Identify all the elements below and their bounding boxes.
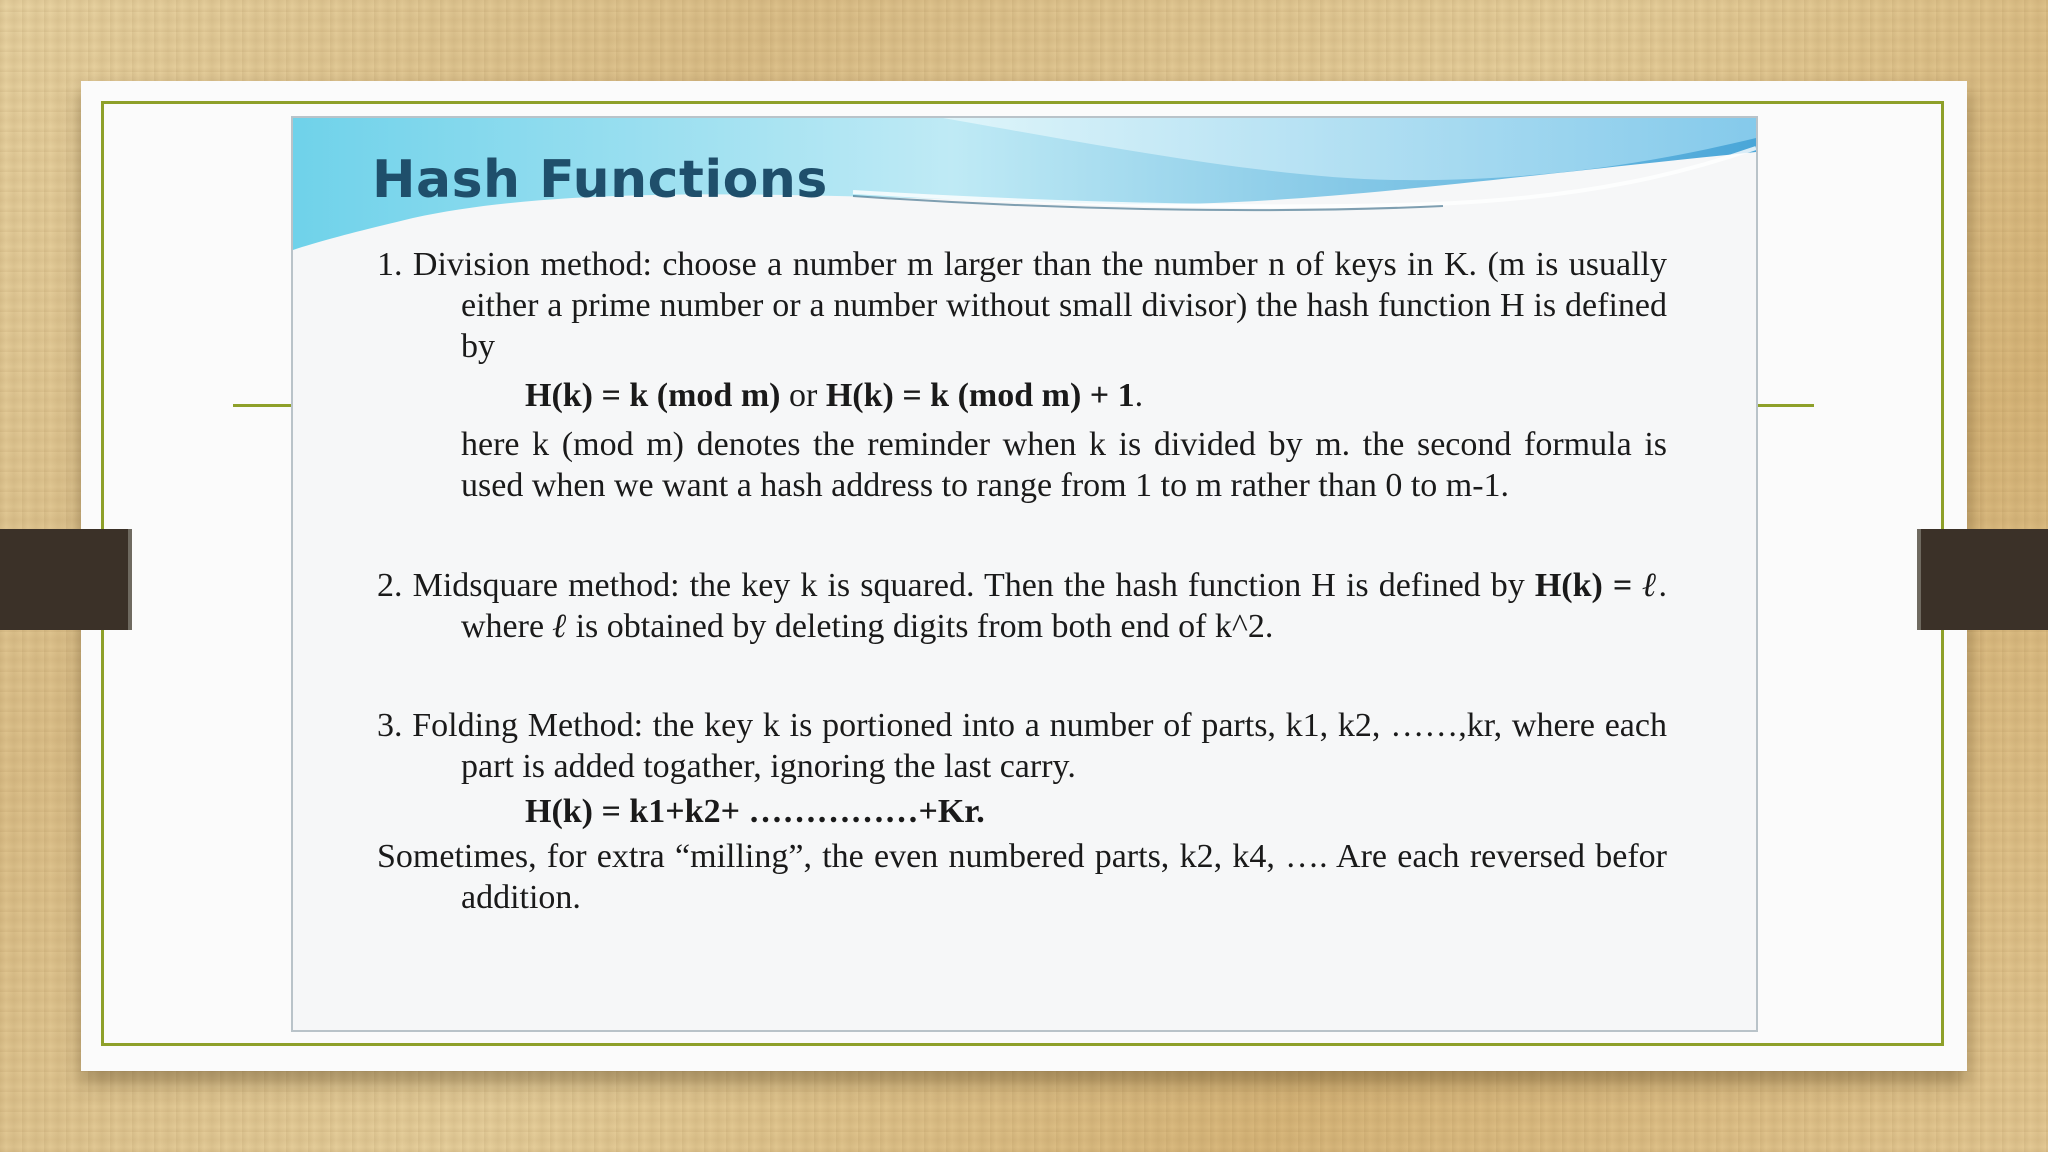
left-accent-line [233, 404, 293, 407]
midsquare-text-after: is obtained by deleting digits from both end of k^2. [567, 608, 1274, 645]
right-tab-bar [1917, 529, 2048, 630]
division-formula-end: . [1134, 377, 1144, 414]
left-tab-bar [0, 529, 132, 630]
content-panel [291, 116, 1758, 1032]
division-formula-b: H(k) = k (mod m) + 1 [825, 377, 1135, 414]
midsquare-text-where: . where [461, 567, 1668, 645]
midsquare-formula: H(k) = [1534, 567, 1643, 604]
division-method-paragraph: 1. Division method: choose a number m larger than the number n of keys in K. (m is usually either a prime number or a number without small divisor) the hash function H is defined by [377, 246, 1667, 365]
division-explanation: here k (mod m) denotes the reminder when k is divided by m. the second formula is used when we want a hash address to range from 1 to m rather than 0 to m-1. [461, 426, 1667, 504]
midsquare-text-before: 2. Midsquare method: the key k is squared. Then the hash function H is defined by [377, 567, 1535, 604]
folding-formula: H(k) = k1+k2+ ……………+Kr. [525, 793, 985, 830]
folding-note: Sometimes, for extra “milling”, the even numbered parts, k2, k4, …. Are each reversed befor addition. [377, 838, 1667, 916]
folding-method-paragraph: 3. Folding Method: the key k is portioned into a number of parts, k1, k2, ……,kr, where each part is added togather, ignoring the last carry. [377, 707, 1667, 785]
division-formula [377, 375, 1667, 416]
right-accent-line [1756, 404, 1814, 407]
division-formula-or: or [780, 377, 826, 414]
midsquare-method-paragraph [377, 565, 1667, 647]
slide-title: Hash Functions [372, 150, 828, 210]
division-formula-a: H(k) = k (mod m) [525, 377, 781, 414]
slide-body [377, 244, 1667, 918]
midsquare-symbol: ℓ [1642, 567, 1659, 604]
midsquare-symbol-2: ℓ [552, 608, 568, 645]
